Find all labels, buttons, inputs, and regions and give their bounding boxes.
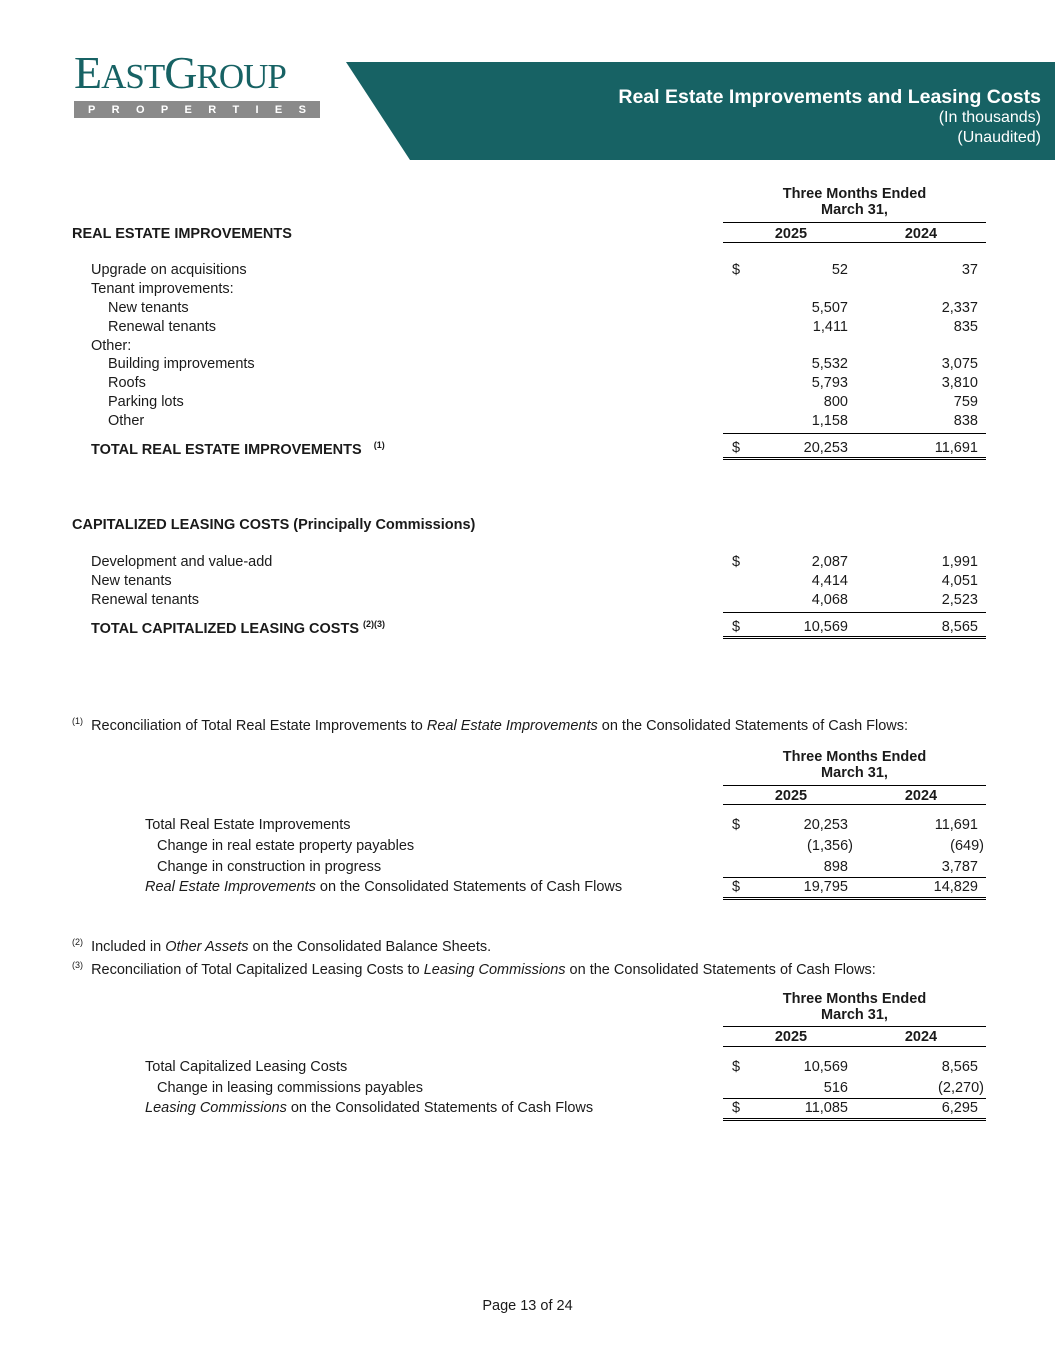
table-row	[0, 1080, 1055, 1099]
dollar-sign: $	[732, 440, 741, 456]
footnote-marker: (3)	[72, 960, 83, 970]
audit-note: (Unaudited)	[957, 129, 1041, 146]
footnote-text: Reconciliation of Total Real Estate Improvements to	[91, 718, 427, 734]
year-2025-header: 2025	[774, 226, 808, 242]
section-title-leasing: CAPITALIZED LEASING COSTS (Principally Commissions)	[72, 517, 476, 533]
header-rule	[723, 222, 986, 223]
value-2024: 6,295	[941, 1100, 978, 1116]
value-2024: 8,565	[941, 1059, 978, 1075]
header-rule	[723, 242, 986, 243]
total-label-italic: Leasing Commissions	[145, 1100, 287, 1116]
table-row	[0, 281, 1055, 300]
period-header	[723, 749, 986, 781]
row-label: Renewal tenants	[108, 319, 217, 335]
value-2025: 20,253	[803, 817, 848, 833]
value-2025: 800	[823, 394, 848, 410]
row-label: Other	[108, 413, 145, 429]
footnote-text: on the Consolidated Statements of Cash Flows:	[565, 962, 876, 978]
value-2024: 3,810	[941, 375, 978, 391]
value-2024: 835	[953, 319, 978, 335]
footnote-marker: (1)	[72, 716, 83, 726]
year-2024-header: 2024	[904, 1029, 938, 1045]
section-title-rei: REAL ESTATE IMPROVEMENTS	[72, 226, 292, 242]
value-2024: (2,270)	[938, 1080, 984, 1096]
logo-sub-letter: P	[160, 103, 169, 116]
row-label: Total Capitalized Leasing Costs	[145, 1059, 348, 1075]
value-2024: 838	[953, 413, 978, 429]
value-2025: 5,532	[811, 356, 848, 372]
total-label-text: TOTAL CAPITALIZED LEASING COSTS	[91, 621, 359, 637]
header-rule	[723, 785, 986, 786]
footnote-ref: (1)	[373, 440, 385, 450]
table-row	[0, 554, 1055, 573]
footnote-ref: (2)(3)	[363, 619, 386, 629]
total-label	[145, 1100, 593, 1116]
value-2025: 2,087	[811, 554, 848, 570]
row-label: New tenants	[91, 573, 172, 589]
table-row	[0, 838, 1055, 857]
row-label: Parking lots	[108, 394, 184, 410]
logo-sub-letter: E	[184, 103, 192, 116]
logo-word: ROUP	[196, 57, 286, 96]
row-label: Total Real Estate Improvements	[145, 817, 351, 833]
period-header-line2: March 31,	[821, 1007, 888, 1023]
value-2024: 11,691	[934, 817, 978, 833]
logo-letter: G	[164, 47, 197, 98]
footnote-text: on the Consolidated Balance Sheets.	[248, 939, 492, 955]
value-2025: 5,793	[811, 375, 848, 391]
table-row	[0, 356, 1055, 375]
subtotal-rule	[723, 1098, 986, 1099]
total-double-rule	[723, 636, 986, 639]
period-header-line1: Three Months Ended	[782, 991, 927, 1007]
footnote-text: Included in	[91, 939, 166, 955]
total-label-italic: Real Estate Improvements	[145, 879, 316, 895]
footnote-italic: Real Estate Improvements	[426, 718, 598, 734]
logo-sub-letter: E	[274, 103, 283, 116]
table-row	[0, 573, 1055, 592]
total-label-text: on the Consolidated Statements of Cash Flows	[286, 1100, 594, 1116]
total-double-rule	[723, 457, 986, 460]
value-2024: 2,337	[941, 300, 978, 316]
total-label	[91, 440, 385, 458]
row-label: Change in leasing commissions payables	[157, 1080, 423, 1096]
logo-sub-letter: T	[232, 103, 240, 116]
total-row	[0, 1100, 1055, 1119]
row-label: New tenants	[108, 300, 189, 316]
value-2025: 19,795	[803, 879, 848, 895]
value-2025: 1,158	[811, 413, 848, 429]
value-2024: 8,565	[941, 619, 978, 635]
value-2025: 898	[823, 859, 848, 875]
value-2025: 1,411	[812, 319, 848, 335]
total-label-text: on the Consolidated Statements of Cash Flows	[315, 879, 623, 895]
period-header-line2: March 31,	[821, 765, 888, 781]
value-2025: 4,414	[811, 573, 848, 589]
table-row	[0, 319, 1055, 338]
value-2025: 516	[823, 1080, 848, 1096]
table-row	[0, 262, 1055, 281]
table-row	[0, 592, 1055, 611]
logo-word: AST	[101, 57, 165, 96]
row-label: Tenant improvements:	[91, 281, 234, 297]
period-header-line1: Three Months Ended	[782, 186, 927, 202]
value-2025: 5,507	[811, 300, 848, 316]
total-label	[91, 619, 385, 637]
year-2024-header: 2024	[904, 226, 938, 242]
logo-sub-letter: I	[255, 103, 259, 116]
footnote-2	[72, 937, 491, 955]
units-note: (In thousands)	[938, 109, 1041, 126]
footnote-italic: Other Assets	[165, 939, 249, 955]
row-label: Development and value-add	[91, 554, 273, 570]
value-2024: 759	[953, 394, 978, 410]
value-2025: (1,356)	[807, 838, 853, 854]
total-double-rule	[723, 897, 986, 900]
dollar-sign: $	[732, 879, 741, 895]
header-rule	[723, 804, 986, 805]
header-text	[618, 86, 1041, 148]
subtotal-rule	[723, 877, 986, 878]
year-2025-header: 2025	[774, 788, 808, 804]
footnote-italic: Leasing Commissions	[423, 962, 566, 978]
total-label	[145, 879, 622, 895]
value-2025: 11,085	[804, 1100, 848, 1116]
table-row	[0, 817, 1055, 836]
row-label: Other:	[91, 338, 132, 354]
value-2025: 4,068	[811, 592, 848, 608]
table-row	[0, 1059, 1055, 1078]
value-2024: 1,991	[941, 554, 978, 570]
total-row	[0, 879, 1055, 898]
footnote-1	[72, 716, 908, 734]
header-rule	[723, 1046, 986, 1047]
period-header-line2: March 31,	[821, 202, 888, 218]
value-2024: 37	[961, 262, 978, 278]
dollar-sign: $	[732, 262, 741, 278]
logo-sub-letter: S	[298, 103, 306, 116]
period-header	[723, 991, 986, 1023]
table-row	[0, 413, 1055, 432]
logo-letter: E	[74, 47, 102, 98]
value-2024: (649)	[950, 838, 984, 854]
header-rule	[723, 1026, 986, 1027]
value-2024: 4,051	[941, 573, 978, 589]
dollar-sign: $	[732, 619, 741, 635]
row-label: Building improvements	[108, 356, 255, 372]
value-2025: 20,253	[803, 440, 848, 456]
value-2024: 3,787	[941, 859, 978, 875]
row-label: Roofs	[108, 375, 146, 391]
page-title: Real Estate Improvements and Leasing Costs	[618, 86, 1041, 108]
table-row	[0, 375, 1055, 394]
table-row	[0, 338, 1055, 357]
value-2025: 10,569	[803, 1059, 848, 1075]
value-2024: 11,691	[934, 440, 978, 456]
total-label-text: TOTAL REAL ESTATE IMPROVEMENTS	[91, 442, 362, 458]
value-2025: 10,569	[803, 619, 848, 635]
table-row	[0, 859, 1055, 878]
logo-sub-letter: O	[135, 103, 145, 116]
year-2024-header: 2024	[904, 788, 938, 804]
table-row	[0, 300, 1055, 319]
period-header-line1: Three Months Ended	[782, 749, 927, 765]
row-label: Change in construction in progress	[157, 859, 382, 875]
logo-sub-letter: R	[208, 103, 217, 116]
dollar-sign: $	[732, 1059, 741, 1075]
footnote-text: Reconciliation of Total Capitalized Leasing Costs to	[91, 962, 424, 978]
row-label: Change in real estate property payables	[157, 838, 415, 854]
table-row	[0, 394, 1055, 413]
logo-sub-letter: P	[88, 103, 96, 116]
value-2024: 2,523	[941, 592, 978, 608]
period-header	[723, 186, 986, 218]
dollar-sign: $	[732, 1100, 741, 1116]
dollar-sign: $	[732, 817, 741, 833]
footnote-text: on the Consolidated Statements of Cash Flows:	[597, 718, 909, 734]
logo-sub-letter: R	[111, 103, 120, 116]
footnote-3	[72, 960, 876, 978]
page-number: Page 13 of 24	[482, 1298, 573, 1314]
row-label: Upgrade on acquisitions	[91, 262, 247, 278]
value-2025: 52	[831, 262, 848, 278]
row-label: Renewal tenants	[91, 592, 200, 608]
subtotal-rule	[723, 433, 986, 434]
footnote-marker: (2)	[72, 937, 83, 947]
dollar-sign: $	[732, 554, 741, 570]
value-2024: 3,075	[941, 356, 978, 372]
total-double-rule	[723, 1118, 986, 1121]
year-2025-header: 2025	[774, 1029, 808, 1045]
value-2024: 14,829	[933, 879, 978, 895]
subtotal-rule	[723, 612, 986, 613]
